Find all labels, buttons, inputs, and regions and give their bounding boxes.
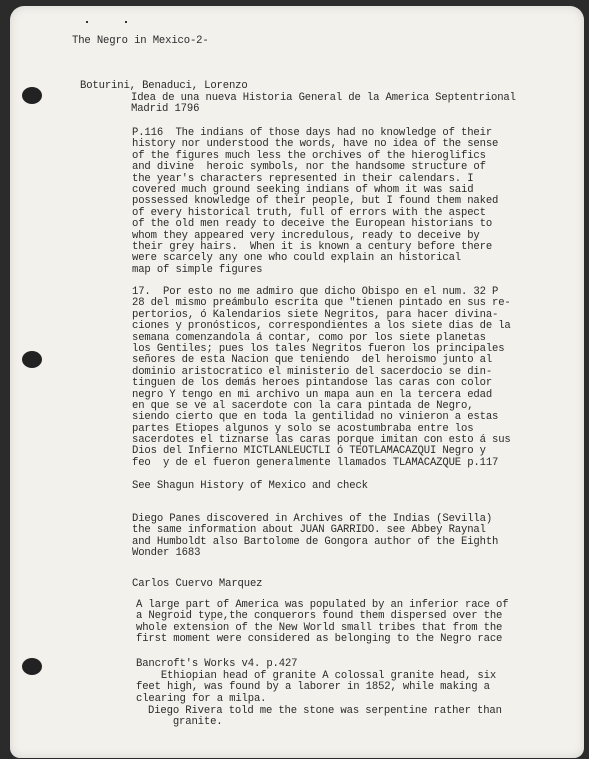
quote-line: were scarcely any one who could explain an historical xyxy=(132,252,461,265)
entry-line: Ethiopian head of granite A colossal granite head, six xyxy=(136,670,497,682)
bancroft-reference: Bancroft's Works v4. p.427 xyxy=(136,658,298,670)
entry-line: first moment were considered as belonging to the Negro race xyxy=(136,633,503,646)
boturini-author: Boturini, Benaduci, Lorenzo xyxy=(80,80,248,92)
quote-line: 28 del mismo preámbulo escrita que "tienen pintado en sus re- xyxy=(132,297,511,310)
quote-line: of every historical truth, full of errors with the aspect xyxy=(132,206,486,219)
cuervo-author: Carlos Cuervo Marquez xyxy=(132,578,263,590)
quote-line: sacerdotes el tiznarse las caras porque imitan con esto á sus xyxy=(132,434,511,447)
quote-line: ciones y pronósticos, correspondientes a los siete dias de la xyxy=(132,320,511,333)
quote-line: negro Y tengo en mi archivo un mapa aun en la tercera edad xyxy=(132,388,493,401)
binder-hole-top xyxy=(22,87,42,104)
quote-line: tinguen de los demás heroes pintandose las caras con color xyxy=(132,377,493,390)
panes-entry xyxy=(132,514,498,560)
quote-line: of the old men ready to deceive the European historians to xyxy=(132,218,493,231)
quote-line: los Gentiles; pues los tales Negritos fueron los principales xyxy=(132,342,505,355)
quote-line: partes Etiopes algunos y solo se acostumbraba entre los xyxy=(132,422,474,435)
entry-line: the same information about JUAN GARRIDO. see Abbey Raynal xyxy=(132,524,486,537)
entry-line: A large part of America was populated by an inferior race of xyxy=(136,599,509,611)
quote-line: siendo cierto que en toda la gentilidad no vinieron a estas xyxy=(132,411,499,424)
boturini-quote-spanish xyxy=(132,287,511,469)
work-line: Madrid 1796 xyxy=(131,103,200,116)
speck-mark xyxy=(125,21,127,23)
quote-line: of the figures much less the orchives of the hieroglifics xyxy=(132,149,486,162)
quote-line: feo y de el fueron generalmente llamados TLAMACAZQUE p.117 xyxy=(132,456,499,469)
see-sahagun-note: See Shagun History of Mexico and check xyxy=(132,480,368,492)
entry-line: clearing for a milpa. xyxy=(136,692,267,705)
binder-hole-bottom xyxy=(22,658,42,675)
quote-line: whom they appeared very incredulous, ready to deceive by xyxy=(132,229,480,242)
entry-line: Diego Panes discovered in Archives of the Indias (Sevilla) xyxy=(132,513,493,525)
quote-line: and divine heroic symbols, nor the handsome structure of xyxy=(132,161,486,174)
entry-line: feet high, was found by a laborer in 1852, while making a xyxy=(136,681,490,694)
quote-line: P.116 The indians of those days had no knowledge of their xyxy=(132,127,493,139)
quote-line: history nor understood the words, have no idea of the sense xyxy=(132,138,499,151)
speck-mark xyxy=(86,21,88,23)
quote-line: their grey hairs. When it is known a century before there xyxy=(132,240,493,253)
quote-line: map of simple figures xyxy=(132,263,263,276)
quote-line: pertorios, ó Kalendarios siete Negritos, para hacer divina- xyxy=(132,308,499,321)
quote-line: en que se ve al sacerdote con la cara pintada de Negro, xyxy=(132,399,474,412)
work-line: Idea de una nueva Historia General de la America Septentrional xyxy=(131,92,516,104)
rivera-note xyxy=(148,706,502,729)
boturini-work xyxy=(131,93,516,116)
entry-line: whole extension of the New World small tribes that from the xyxy=(136,621,503,634)
bancroft-text xyxy=(136,671,496,705)
quote-line: Dios del Infierno MICTLANLEUCTLI ó TEOTLAMACAZQUI Negro y xyxy=(132,445,486,458)
entry-line: granite. xyxy=(148,716,223,729)
entry-line: a Negroid type,the conquerors found them dispersed over the xyxy=(136,610,503,623)
quote-line: semana comenzandola á contar, como por los siete planetas xyxy=(132,331,486,344)
quote-line: dominio aristocratico el ministerio del sacerdocio se din- xyxy=(132,365,493,378)
quote-line: covered much ground seeking indians of whom it was said xyxy=(132,183,474,196)
quote-line: the year's characters represented in their calendars. I xyxy=(132,172,474,185)
entry-line: and Humboldt also Bartolome de Gongora author of the Eighth xyxy=(132,535,499,548)
quote-line: 17. Por esto no me admiro que dicho Obispo en el num. 32 P xyxy=(132,286,499,298)
cuervo-text xyxy=(136,600,508,646)
entry-line: Wonder 1683 xyxy=(132,547,201,560)
typed-document-page xyxy=(10,6,584,758)
quote-line: possessed knowledge of their people, but I found them naked xyxy=(132,195,499,208)
page-title: The Negro in Mexico-2- xyxy=(72,35,209,47)
binder-hole-middle xyxy=(22,351,42,368)
quote-line: señores de esta Nacion que teniendo del heroismo junto al xyxy=(132,354,493,367)
entry-line: Diego Rivera told me the stone was serpentine rather than xyxy=(148,705,502,717)
boturini-quote-english xyxy=(132,128,498,276)
